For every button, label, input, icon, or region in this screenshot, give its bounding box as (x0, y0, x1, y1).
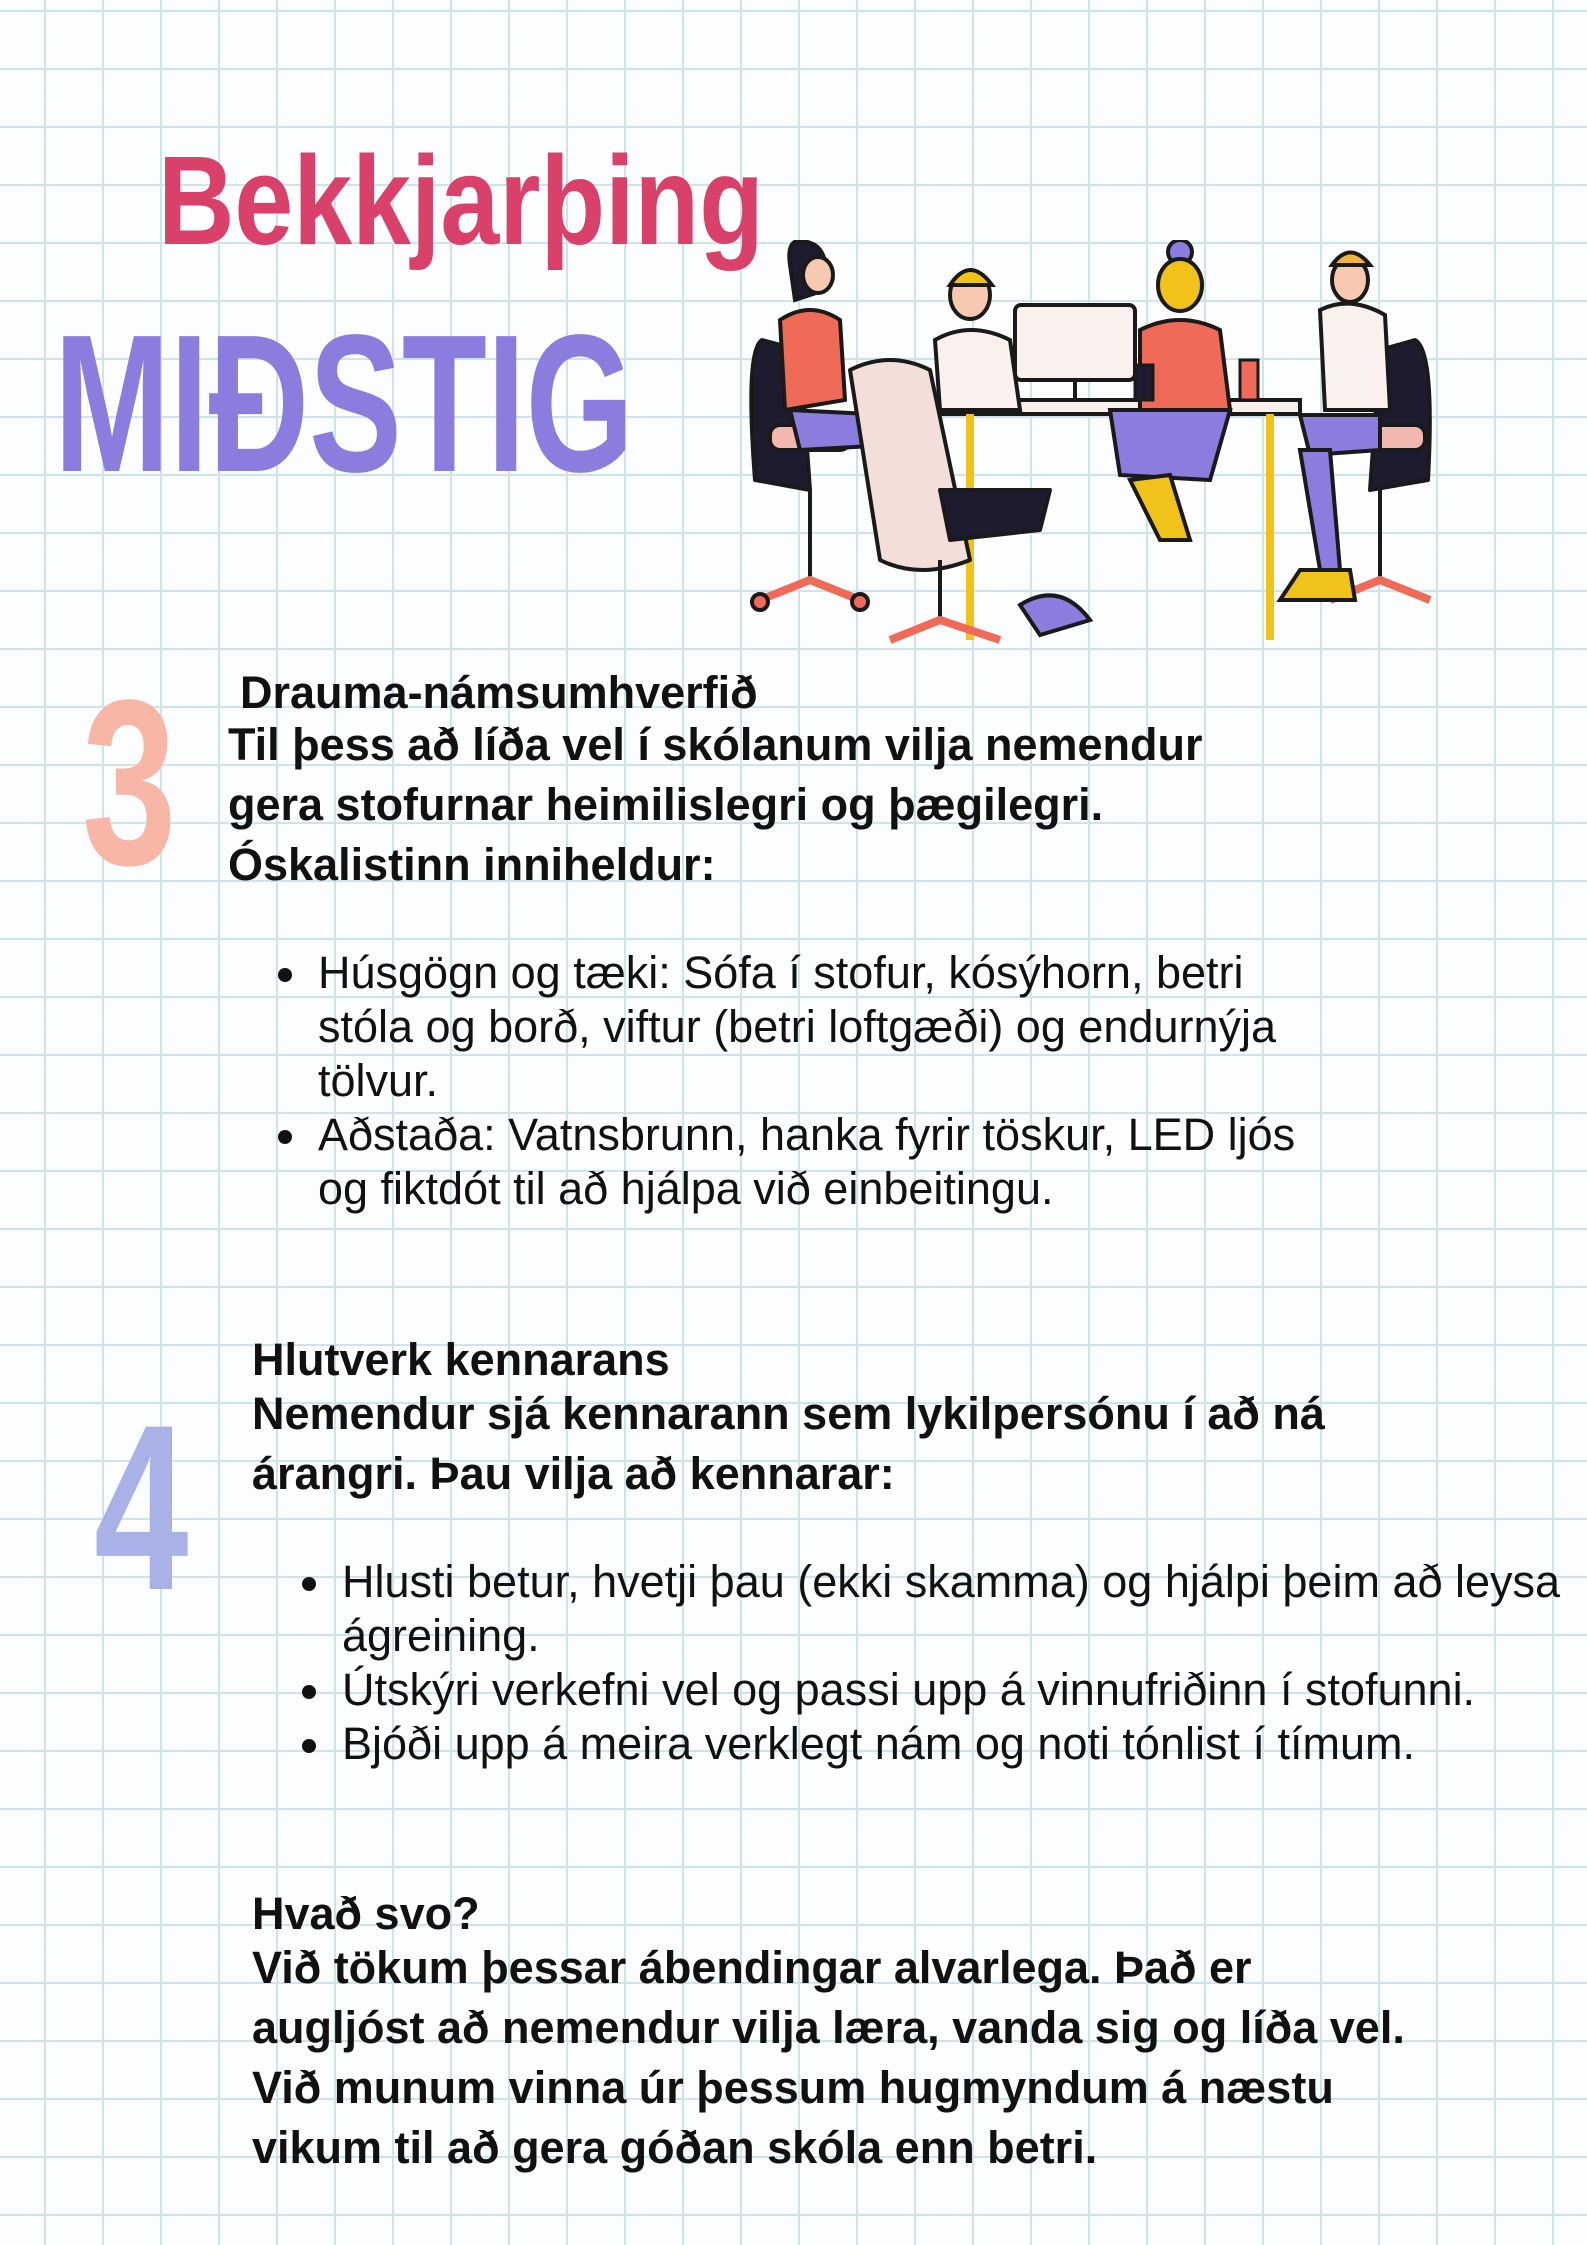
section-heading-teacher-role: Hlutverk kennarans (252, 1334, 670, 1385)
page-subtitle-midstig: MIÐSTIG (54, 294, 634, 513)
closing-text: Við tökum þessar ábendingar alvarlega. Það er augljóst að nemendur vilja læra, vanda sig og líða vel. Við munum vinna úr þessum hugmyndum á næstu vikum til að gera góðan skóla enn betri. (252, 1942, 1405, 2173)
people-meeting-illustration (740, 240, 1440, 660)
section-intro-dream-environment: Til þess að líða vel í skólanum vilja nemendur gera stofurnar heimilislegri og þægilegri. Óskalistinn inniheldur: (228, 719, 1203, 890)
list-item: • Bjóði upp á meira verklegt nám og noti tónlist í tímum. (336, 1717, 1566, 1771)
page-title-bekkjarthing: Bekkjarþing (158, 130, 764, 271)
list-item: • Aðstaða: Vatnsbrunn, hanka fyrir töskur, LED ljós og fiktdót til að hjálpa við einbeitingu. (312, 1108, 1312, 1216)
section-intro-teacher-role: Nemendur sjá kennarann sem lykilpersónu í að ná árangri. Þau vilja að kennarar: (252, 1388, 1325, 1499)
section-number-3: 3 (82, 651, 177, 915)
list-item: • Hlusti betur, hvetji þau (ekki skamma) og hjálpi þeim að leysa ágreining. (336, 1555, 1566, 1663)
section-list-teacher-role (286, 1555, 1566, 1771)
closing-heading: Hvað svo? (252, 1888, 480, 1939)
list-item: • Húsgögn og tæki: Sófa í stofur, kósýhorn, betri stóla og borð, viftur (betri loftgæði) og endurnýja tölvur. (312, 946, 1312, 1108)
section-list-dream-environment (262, 946, 1312, 1216)
section-number-4: 4 (94, 1376, 189, 1640)
section-heading-dream-environment: Drauma-námsumhverfið (240, 667, 758, 718)
list-item: • Útskýri verkefni vel og passi upp á vinnufriðinn í stofunni. (336, 1663, 1566, 1717)
